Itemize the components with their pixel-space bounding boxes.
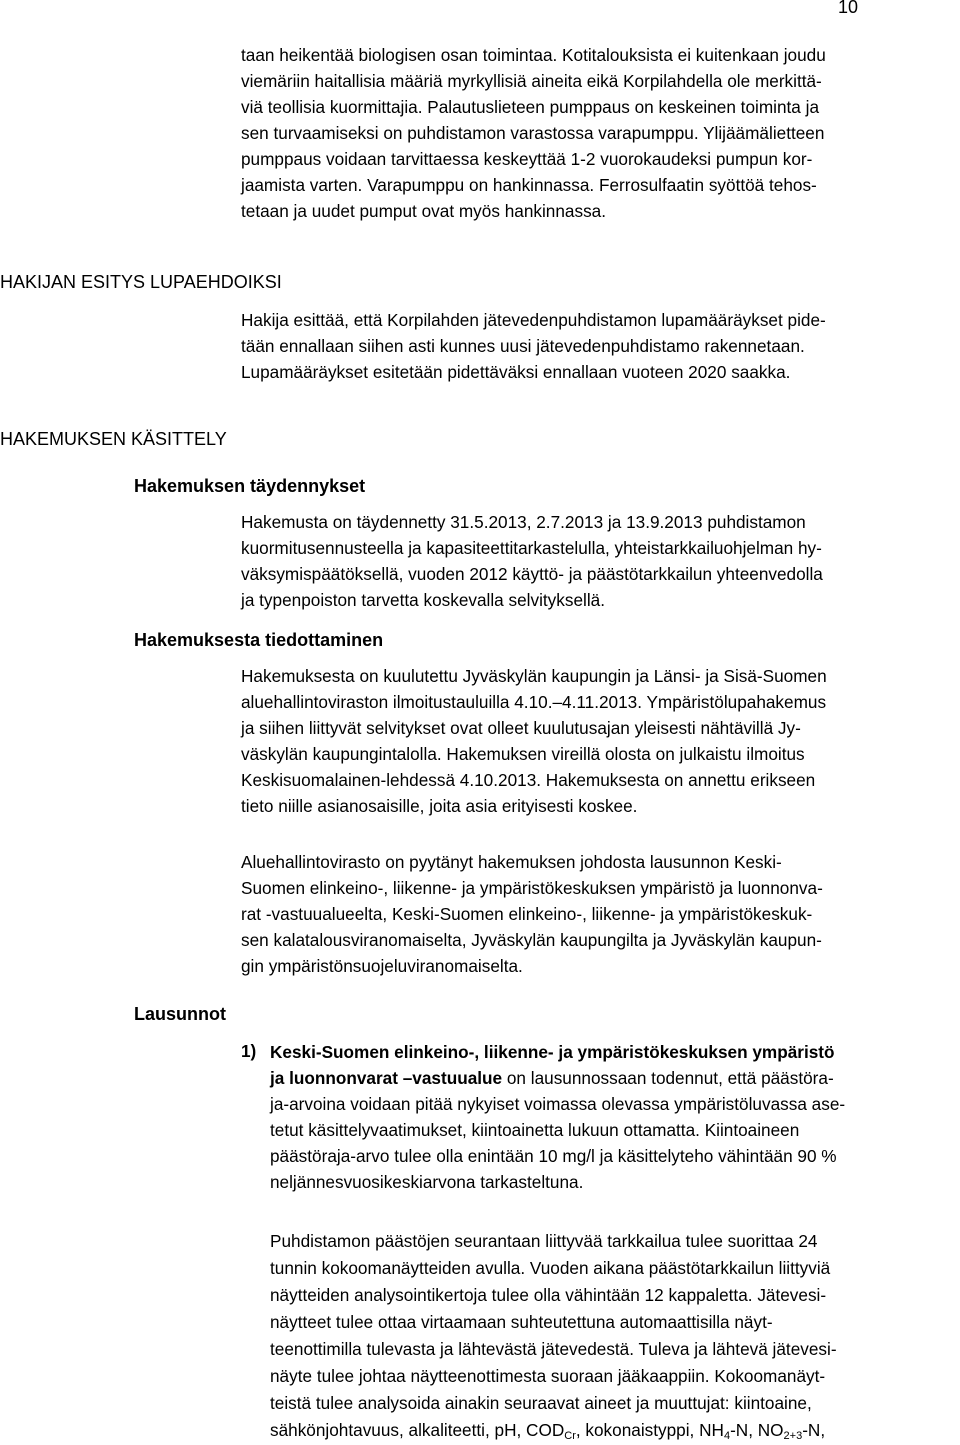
- text-line: tetaan ja uudet pumput ovat myös hankinnassa.: [241, 201, 606, 221]
- text-line: taan heikentää biologisen osan toimintaa. Kotitalouksista ei kuitenkaan joudu: [241, 45, 826, 65]
- text-span: -N, NO: [730, 1420, 784, 1440]
- text-span: sähkönjohtavuus, alkaliteetti, pH, COD: [270, 1420, 565, 1440]
- item-bold-org: Keski-Suomen elinkeino-, liikenne- ja ympäristökeskuksen ympäristö: [270, 1042, 835, 1062]
- text-line: näytteiden analysointikertoja tulee olla vähintään 12 kappaletta. Jätevesi-: [270, 1285, 827, 1305]
- text-line: teenottimilla tulevasta ja lähtevästä jätevedestä. Tuleva ja lähtevä jätevesi-: [270, 1339, 837, 1359]
- text-line: rat -vastuualueelta, Keski-Suomen elinkeino-, liikenne- ja ympäristökeskuk-: [241, 904, 813, 924]
- text-line: viä teollisia kuormittajia. Palautusliete​en pumppaus on keskeinen toiminta ja: [241, 97, 820, 117]
- text-line: [270, 1417, 957, 1443]
- subheading-taydennykset: Hakemuksen täydennykset: [134, 476, 366, 496]
- item-number: 1): [241, 1041, 257, 1061]
- text-line: tunnin kokoomanäytteiden avulla. Vuoden aikana päästötarkkailun liittyviä: [270, 1258, 831, 1278]
- text-line: [270, 1040, 957, 1066]
- subscript: 2+3: [783, 1430, 803, 1442]
- text-span: -N,: [802, 1420, 826, 1440]
- page-number: 10: [838, 0, 859, 17]
- text-line: gin ympäristönsuojeluviranomaiselta.: [241, 956, 523, 976]
- text-line: Lupamääräykset esitetään pidettäväksi ennallaan vuoteen 2020 saakka.: [241, 362, 791, 382]
- text-span: , kokonaistyppi, NH: [575, 1420, 724, 1440]
- item-bold-org-cont: ja luonnonvarat –vastuualue: [270, 1068, 503, 1088]
- text-line: tetut käsittelyvaatimukset, kiintoainetta lukuun ottamatta. Kiintoaineen: [270, 1120, 800, 1140]
- text-line: Keskisuomalainen-lehdessä 4.10.2013. Hakemuksesta on annettu erikseen: [241, 770, 816, 790]
- item-text: on lausunnossaan todennut, että päästöra-: [502, 1068, 834, 1088]
- text-line: väskylän kaupungintalolla. Hakemuksen vireillä olosta on julkaistu ilmoitus: [241, 744, 805, 764]
- text-line: sen turvaamiseksi on puhdistamon varastossa varapumppu. Ylijäämälietteen: [241, 123, 825, 143]
- text-line: [270, 1066, 957, 1092]
- text-line: aluehallintoviraston ilmoitustauluilla 4.10.–4.11.2013. Ympäristölupahakemus: [241, 692, 827, 712]
- text-line: viemäriin haitallisia määriä myrkyllisiä aineita eikä Korpilahdella ole merkittä-: [241, 71, 822, 91]
- text-line: jaamista varten. Varapumppu on hankinnassa. Ferrosulfaatin syöttöä tehos-: [241, 175, 817, 195]
- text-line: Puhdistamon päästöjen seurantaan liittyvää tarkkailua tulee suorittaa 24: [270, 1231, 818, 1251]
- text-line: näyte tulee johtaa näytteenottimesta suoraan jääkaappiin. Kokoomanäyt-: [270, 1366, 826, 1386]
- text-line: päästöraja-arvo tulee olla enintään 10 mg/l ja käsittelyteho vähintään 90 %: [270, 1146, 837, 1166]
- text-line: neljännesvuosikeskiarvona tarkasteltuna.: [270, 1172, 584, 1192]
- text-line: ja siihen liittyvät selvitykset ovat olleet kuulutusajan yleisesti nähtävillä Jy-: [241, 718, 801, 738]
- section-heading-hakijan-esitys: HAKIJAN ESITYS LUPAEHDOIKSI: [0, 272, 282, 292]
- subheading-lausunnot: Lausunnot: [134, 1004, 226, 1024]
- text-line: tään ennallaan siihen asti kunnes uusi jätevedenpuhdistamo rakennetaan.: [241, 336, 805, 356]
- text-line: Hakija esittää, että Korpilahden jätevedenpuhdistamon lupamääräykset pide-: [241, 310, 826, 330]
- text-line: Aluehallintovirasto on pyytänyt hakemuksen johdosta lausunnon Keski-: [241, 852, 782, 872]
- text-line: kuormitusennusteella ja kapasiteettitarkastelulla, yhteistarkkailuohjelman hy-: [241, 538, 822, 558]
- subscript: Cr: [564, 1430, 576, 1442]
- subheading-tiedottaminen: Hakemuksesta tiedottaminen: [134, 630, 384, 650]
- text-line: Hakemuksesta on kuulutettu Jyväskylän kaupungin ja Länsi- ja Sisä-Suomen: [241, 666, 827, 686]
- section-heading-hakemuksen-kasittely: HAKEMUKSEN KÄSITTELY: [0, 429, 227, 449]
- text-line: tieto niille asianosaisille, joita asia erityisesti koskee.: [241, 796, 638, 816]
- text-line: Suomen elinkeino-, liikenne- ja ympäristökeskuksen ympäristö ja luonnonva-: [241, 878, 823, 898]
- subscript: 4: [723, 1430, 731, 1442]
- text-line: ja typenpoiston tarvetta koskevalla selvityksellä.: [241, 590, 605, 610]
- text-line: ja-arvoina voidaan pitää nykyiset voimassa olevassa ympäristöluvassa ase-: [270, 1094, 846, 1114]
- text-line: pumppaus voidaan tarvittaessa keskeyttää 1-2 vuorokaudeksi pumpun kor-: [241, 149, 813, 169]
- text-line: väksymispäätöksellä, vuoden 2012 käyttö- ja päästötarkkailun yhteenvedolla: [241, 564, 823, 584]
- text-line: teistä tulee analysoida ainakin seuraavat aineet ja muuttujat: kiintoaine,: [270, 1393, 812, 1413]
- text-line: sen kalatalousviranomaiselta, Jyväskylän kaupungilta ja Jyväskylän kaupun-: [241, 930, 822, 950]
- text-line: näytteet tulee ottaa virtaamaan suhteutettuna automaattisilla näyt-: [270, 1312, 773, 1332]
- text-line: Hakemusta on täydennetty 31.5.2013, 2.7.2013 ja 13.9.2013 puhdistamon: [241, 512, 806, 532]
